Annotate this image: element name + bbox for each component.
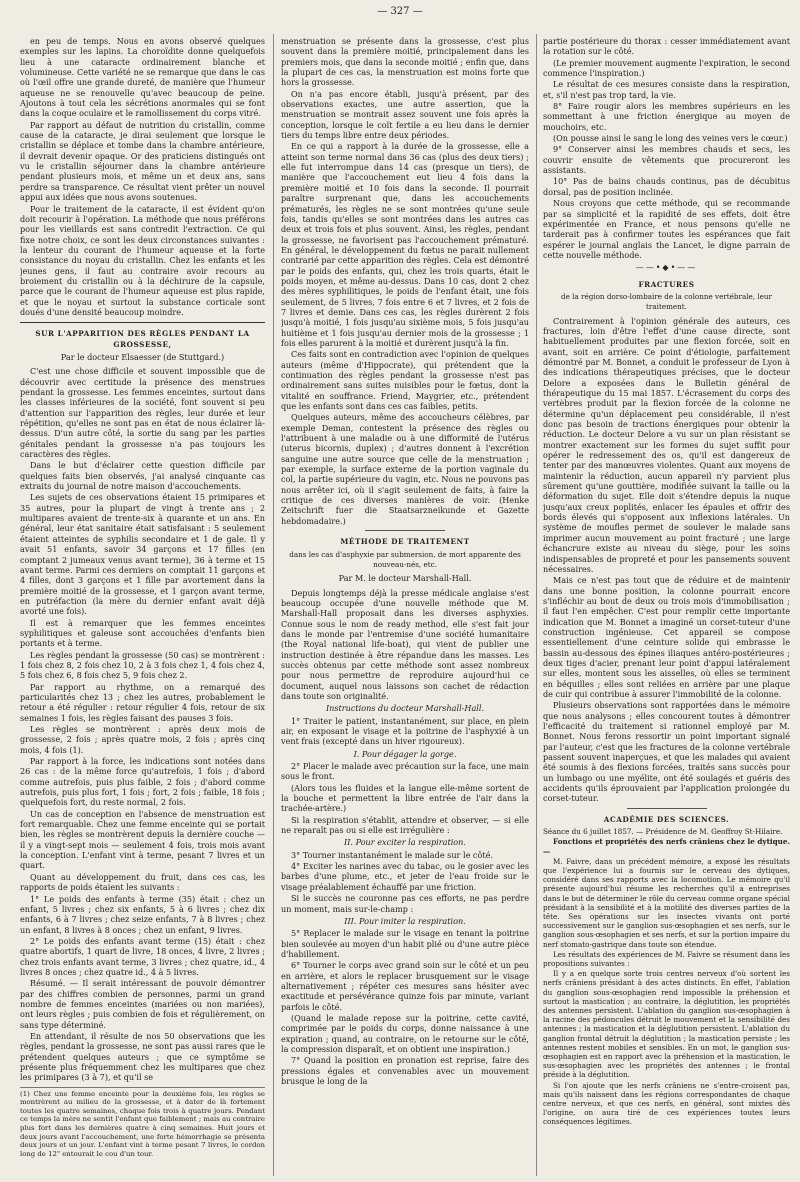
ornament-separator: ——•◆•——	[635, 263, 698, 273]
paragraph: Par rapport au rhythme, on a remarqué des particularités chez 13 ; chez les autres, probablement le retour a été régulier : retour régulier 4 fois, retour de six semaines 1 fois, les règles faisant des pauses 3 fois.	[20, 681, 265, 723]
column-2	[281, 36, 529, 1176]
section-separator	[627, 808, 707, 809]
article-author: Par le docteur Elsaesser (de Stuttgard.)	[60, 351, 225, 362]
paragraph: Depuis longtemps déjà la presse médicale anglaise s'est beaucoup occupée d'une nouvelle méthode que M. Marshall-Hall proposait dans les diverses asphyxies. Connue sous le nom de ready method, elle s'est fait jour dans le monde par l'entremise d'une société humanitaire (the Royal national life-boat), qui vient de publier une instruction destinée à être répandue dans les masses. Les succès obtenus par cette méthode sont assez nombreux pour nous permettre de reproduire aujourd'hui ce document, auquel nous laissons son cachet de rédaction dans toute son originalité.	[281, 587, 529, 701]
column-1	[20, 36, 265, 1176]
footnote: (1) Chez une femme enceinte pour la deuxième fois, les règles se montrèrent au milieu de la grossesse, et à dater de là fortement toutes les quatre semaines, chaque fois trois à quatre jours. Pendant ce temps la mère ne sentit l'enfant que faiblement ; mais au contraire plus fort dans les dernières quatre à cinq semaines. Huit jours et deux jours avant l'accouchement, une forte hémorrhagie se présenta deux jours et un jour. L'enfant vint à terme pesant 7 livres, le cordon long de 12" entourait le cou d'un tour.	[20, 1087, 265, 1159]
column-rule-2	[536, 34, 537, 1176]
article-title: FRACTURES	[638, 279, 695, 289]
paragraph: menstruation se présente dans la grossesse, c'est plus souvent dans la première moitié, principalement dans les premiers mois, que dans la seconde moitié ; enfin que, dans la plupart de ces cas, la menstruation est moins forte que hors la grossesse.	[281, 36, 529, 88]
column-3	[543, 36, 790, 1176]
paragraph: Quant au développement du fruit, dans ces cas, les rapports de poids étaient les suivants :	[20, 871, 265, 893]
paragraph: On n'a pas encore établi, jusqu'à présent, par des observations exactes, une autre assertion, que la menstruation se montrait assez souvent une fois après la conception, lorsque le coït fertile a eu lieu dans le dernier tiers du temps libre entre deux périodes.	[281, 88, 529, 141]
paragraph: (On pousse ainsi le sang le long des veines vers le cœur.)	[553, 133, 788, 144]
paragraph: Il est à remarquer que les femmes enceintes syphilitiques et galeuse sont accouchées d'enfants bien portants et à terme.	[20, 617, 265, 649]
paragraph: Les résultats des expériences de M. Faivre se résument dans les propositions suivantes :	[543, 949, 790, 968]
paragraph: (Alors tous les fluides et la langue elle-même sortent de la bouche et permettent la libre entrée de l'air dans la trachée-artère.)	[281, 782, 529, 814]
paragraph: Pour le traitement de la cataracte, il est évident qu'on doit recourir à l'opération. La méthode que nous préférons pour les vieillards est sans contredit l'extraction. Ce qui fixe notre choix, ce sont les deux circonstances suivantes : la lenteur du courant de l'humeur aqueuse et la forte consistance du noyau du cristallin. Chez les enfants et les jeunes gens, il faut au contraire avoir recours au broiement du cristallin ou à la déchirure de la capsule, parce que le courant de l'humeur aqueuse est plus rapide, et que le noyau et surtout la substance corticale sont doués d'une densité beaucoup moindre.	[20, 203, 265, 317]
section-subtitle: Instructions du docteur Marshall-Hall.	[325, 703, 485, 714]
paragraph: Si l'on ajoute que les nerfs crâniens ne s'entre-croisent pas, mais qu'ils naissent dans les régions correspondantes de chaque centre nerveux, et que ces nerfs, en général, sont mixtes dès l'origine, on aura tiré de ces expériences toutes leurs conséquences légitimes.	[543, 1080, 790, 1127]
paragraph: Contrairement à l'opinion générale des auteurs, ces fractures, loin d'être l'effet d'une cause directe, sont habituellement produites par une flexion forcée, soit en avant, soit en arrière. Ce point d'étiologie, parfaitement démontré par M. Bonnet, a conduit le professeur de Lyon à des indications thérapeutiques précises, que le docteur Delore a exposées dans le Bulletin général de thérapeutique du 15 mai 1857. L'écrasement du corps des vertèbres produit par la flexion forcée de la colonne ne détermine qu'un déplacement peu considérable, il n'est donc pas besoin de tractions énergiques pour obtenir la réduction. Le docteur Delore a vu sur un plan résistant se montrer exactement sur les formes du sujet suffit pour opérer le redressement des os, qu'il est dangereux de tenter par des manœuvres violentes. Quant aux moyens de maintenir la réduction, aucun appareil n'y parvient plus sûrement qu'une gouttière, modifiée suivant la taille ou la déformation du sujet. Elle doit s'étendre depuis la nuque jusqu'aux creux poplités, enlacer les épaules et offrir des bords élevés qui s'opposent aux inflexions latérales. Un système de moufles permet de soulever le malade sans imprimer aucun mouvement au point fracturé ; une large échancrure existe au niveau du siège, pour les soins indispensables de propreté et pour les pansements souvent nécessaires.	[543, 315, 790, 574]
paragraph: En ce qui a rapport à la durée de la grossesse, elle a atteint son terme normal dans 36 cas (plus des deux tiers) ; elle fut interrompue dans 14 cas (presque un tiers), de manière que l'accouchement eut lieu 4 fois dans la première moitié et 10 fois dans la seconde. Il pourrait paraître surprenant que, dans les accouchements prématurés, les règles ne se sont montrées qu'une seule fois, tandis qu'elles se sont montrées dans les autres cas deux et trois fois et plus souvent. Ainsi, les règles, pendant la grossesse, ne favorisent pas l'accouchement prématuré. En général, le développement du fœtus ne parait nullement contrarié par cette apparition des règles. Cela est démontré par le poids des enfants, qui, chez les trois quarts, était le poids moyen, et même au-dessus. Dans 10 cas, dont 2 chez des mères syphilitiques, le poids de l'enfant était, une fois seulement, de 5 livres, 7 fois entre 6 et 7 livres, et 2 fois de 7 livres et demie. Dans ces cas, les règles durèrent 2 fois jusqu'à moitié, 1 fois jusqu'au sixième mois, 5 fois jusqu'au huitième et 1 fois jusqu'au dernier mois de la grossesse ; 1 fois elles parurent à la moitié et durèrent jusqu'à la fin.	[281, 141, 529, 348]
paragraph: Ces faits sont en contradiction avec l'opinion de quelques auteurs (même d'Hippocrate), qui prétendent que la continuation des règles pendant la grossesse n'est pas ordinairement sans suites nuisibles pour le fœtus, dont la vitalité en souffrance. Friend, Maygrier, etc., prétendent que les enfants sont dans ces cas faibles, petits.	[281, 349, 529, 412]
paragraph: M. Faivre, dans un précédent mémoire, a exposé les résultats que l'expérience lui a fournis sur le cerveau des dytiques, considéré dans ses rapports avec la locomotion. Le mémoire qu'il présente aujourd'hui résume les recherches qu'il a entreprises dans le but de déterminer le rôle du cerveau comme organe spécial présidant à la sensibilité et à la motilité des diverses parties de la tête. Ses opérations sur les insectes vivants ont porté successivement sur le ganglion sus-œsophagien et ses nerfs, sur le ganglion sous-œsophagien et ses nerfs, et sur la portion impaire du nerf stomato-gastrique dans toute son étendue.	[543, 856, 790, 949]
paragraph: Mais ce n'est pas tout que de réduire et de maintenir dans une bonne position, la colonne pourrait encore s'infléchir au bout de deux ou trois mois d'immobilisation ; il faut l'en empêcher. C'est pour remplir cette importante indication que M. Bonnet a imaginé un corset-tuteur d'une construction ingénieuse. Cet appareil se compose essentiellement d'une ceinture solide qui embrasse le bassin au-dessous des épines iliaques antéro-postérieures ; deux tiges d'acier, prenant leur point d'appui latéralement sur elles, montent sous les aisselles, où elles se terminent en béquilles ; elles sont reliées en arrière par une plaque de cuir qui contribue à assurer l'immobilité de la colonne.	[543, 575, 790, 699]
paragraph: En attendant, il résulte de nos 50 observations que les règles, pendant la grossesse, ne sont pas aussi rares que le prétendent quelques auteurs ; que ce symptôme se présente plus fréquemment chez les multipares que chez les primipares (3 à 7), et qu'il se	[20, 1030, 265, 1083]
paragraph: (Quand le malade repose sur la poitrine, cette cavité, comprimée par le poids du corps, donne naissance à une expiration ; quand, au contraire, on le retourne sur le côté, la compression disparaît, et on obtient une inspiration.)	[281, 1012, 529, 1054]
article-subtitle: de la région dorso-lombaire de la colonne vertébrale, leur traitement.	[561, 291, 772, 312]
article-title: MÉTHODE DE TRAITEMENT	[340, 537, 470, 547]
step-heading: II. Pour exciter la respiration.	[344, 837, 466, 848]
paragraph: Les sujets de ces observations étaient 15 primipares et 35 autres, pour la plupart de vingt à trente ans ; 2 multipares avaient de trente-six à quarante et un ans. En général, leur état sanitaire était satisfaisant : 5 seulement étaient atteintes de syphilis secondaire et 1 de gale. Il y avait 51 enfants, savoir 34 garçons et 17 filles (en comptant 2 jumeaux venus avant terme), 36 à terme et 15 avant terme. Parmi ces derniers on comptait 11 garçons et 4 filles, dont 3 garçons et 1 fille par avortement dans la première moitié de la grossesse, et 1 garçon avant terme, en putréfaction (la mère du dernier enfant avait déjà avorté une fois).	[20, 492, 265, 617]
article-title: SUR L'APPARITION DES RÈGLES PENDANT LA GROSSESSE,	[35, 329, 250, 349]
step-heading: III. Pour imiter la respiration.	[344, 915, 466, 926]
paragraph: 8° Faire rougir alors les membres supérieurs en les sommettant à une friction énergique au moyen de mouchoirs, etc.	[543, 101, 790, 132]
column-rule-1	[273, 34, 274, 1176]
paragraph: Par rapport au défaut de nutrition du cristallin, comme cause de la cataracte, je dirai seulement que lorsque le cristallin se déplace et tombe dans la chambre antérieure, il devrait devenir opaque. Or des praticiens distingués ont vu le cristallin séjourner dans la chambre antérieure pendant plusieurs mois, et même un et deux ans, sans perdre sa transparence. Ce résultat vient prêter un nouvel appui aux idées que nous avons soutenues.	[20, 119, 265, 203]
paragraph: 2° Le poids des enfants avant terme (15) était : chez quatre abortifs, 1 quart de livre, 18 onces, 4 livre, 2 livres ; chez trois enfants avant terme, 3 livres ; chez quatre, id., 4 livres 8 onces ; chez quatre id., 4 à 5 livres.	[20, 935, 265, 977]
paragraph: Les règles pendant la grossesse (50 cas) se montrèrent : 1 fois chez 8, 2 fois chez 10, 2 à 3 fois chez 1, 4 fois chez 4, 5 fois chez 6, 8 fois chez 5, 9 fois chez 2.	[20, 649, 265, 681]
article-author: Par M. le docteur Marshall-Hall.	[338, 573, 472, 584]
paragraph: Les règles se montrèrent : après deux mois de grossesse, 2 fois ; après quatre mois, 2 fois ; après cinq mois, 4 fois (1).	[20, 724, 265, 755]
paragraph: Le résultat de ces mesures consiste dans la respiration, et, s'il n'est pas trop tard, la vie.	[543, 79, 790, 100]
session-line: Séance du 6 juillet 1857. — Présidence de M. Geoffroy St-Hilaire.	[543, 827, 783, 837]
paragraph: 5° Replacer le malade sur le visage en tenant la poitrine bien soulevée au moyen d'un habit plié ou d'une autre pièce d'habillement.	[281, 928, 529, 959]
paragraph: C'est une chose difficile et souvent impossible que de découvrir avec certitude la présence des menstrues pendant la grossesse. Les femmes enceintes, surtout dans les classes inférieures de la société, font souvent si peu d'attention sur l'apparition des règles, leur durée et leur répétition, qu'elles ne sont pas en état de nous éclairer là-dessus. D'un autre côté, la sortie du sang par les parties génitales pendant la grossesse n'a pas toujours les caractères des règles.	[20, 366, 265, 460]
paragraph: Résumé. — Il serait intéressant de pouvoir démontrer par des chiffres combien de personnes, parmi un grand nombre de femmes enceintes (mariées ou non mariées), ont leurs règles ; puis combien de fois et régulièrement, on sans type déterminé.	[20, 978, 265, 1030]
paragraph: 6° Tourner le corps avec grand soin sur le côté et un peu en arrière, et alors le replacer brusquement sur le visage alternativement ; répéter ces mesures sans hésiter avec exactitude et persévérance quinze fois par minute, variant parfois le côté.	[281, 960, 529, 1012]
paragraph: Par rapport à la force, les indications sont notées dans 26 cas : de la même force qu'autrefois, 1 fois ; d'abord comme autrefois, puis plus faible, 2 fois ; d'abord comme autrefois, puis plus fort, 1 fois ; fort, 2 fois ; faible, 18 fois ; quelquefois fort, du reste normal, 2 fois.	[20, 756, 265, 808]
article-subtitle: dans les cas d'asphyxie par submersion, de mort apparente des nouveau-nés, etc.	[289, 549, 521, 569]
paragraph: Il y a en quelque sorte trois centres nerveux d'où sortent les nerfs crâniens présidant à des actes distincts. En effet, l'ablation du ganglion sous-œsophagien rend impossible la préhension et surtout la mastication ; au contraire, la déglutition, les propriétés des antennes persistent. L'ablation du ganglion sus-œsophagien à la racine des pédoncules détruit le mouvement et la sensibilité des antennes ; la mastication et la déglutition persistent. L'ablation du ganglion frontal détruit la déglutition ; la mastication persiste ; les antennes restent mobiles et sensibles. En un mot, le ganglion sus-œsophagien est en rapport avec la préhension et la mastication, le sus-œsophagien avec les propriétés des antennes ; le frontal préside à la déglutition.	[543, 969, 790, 1080]
section-subtitle: Fonctions et propriétés des nerfs crâniens chez le dytique. —	[543, 837, 790, 856]
article-title: ACADÉMIE DES SCIENCES.	[603, 814, 730, 824]
paragraph: Quelques auteurs, même des accoucheurs célèbres, par exemple Deman, contestent la présence des règles ou l'attribuent à une maladie ou à une difformité de l'utérus (uterus bicornis, duplex) ; d'autres donnent à l'excrétion sanguine une autre source que celle de la menstruation ; par exemple, la surface externe de la portion vaginale du col, la partie supérieure du vagin, etc. Nous ne pouvons pas nous arrêter ici, où il s'agit seulement de faits, à faire la critique de ces diverses manières de voir. (Henke Zeitschrift fuer die Staatsarzneikunde et Gazette hebdomadaire.)	[281, 412, 529, 526]
paragraph: Nous croyons que cette méthode, qui se recommande par sa simplicité et la rapidité de ses effets, doit être expérimentée en France, et nous pensons qu'elle ne tarderait pas à confirmer toutes les espérances que fait espérer le journal anglais the Lancet, le digne parrain de cette nouvelle méthode.	[543, 198, 790, 260]
paragraph: en peu de temps. Nous en avons observé quelques exemples sur les lapins. La choroïdite donne quelquefois lieu à une cataracte ordinairement blanche et volumineuse. Cette variété ne se remarque que dans le cas où l'œil offre une grande dureté, de manière que l'humeur aqueuse ne se renouvelle qu'avec beaucoup de peine. Ajoutons à tout cela les sécrétions anormales qui se font dans la coque oculaire et le ramollissement du corps vitré.	[20, 36, 265, 119]
paragraph: 2° Placer le malade avec précaution sur la face, une main sous le front.	[281, 761, 529, 782]
paragraph: partie postérieure du thorax : cesser immédiatement avant la rotation sur le côté.	[543, 36, 790, 57]
page-number: — 327 —	[377, 6, 423, 17]
section-separator	[365, 530, 445, 531]
paragraph: 3° Tourner instantanément le malade sur le côté.	[291, 849, 493, 860]
paragraph: Un cas de conception en l'absence de menstruation est fort remarquable. Chez une femme enceinte qui se portait bien, les règles se montrèrent depuis la dernière couche — il y a vingt-sept mois — seulement 4 fois, trois mois avant la conception. L'enfant vint à terme, pesant 7 livres et un quart.	[20, 808, 265, 871]
paragraph: 1° Traiter le patient, instantanément, sur place, en plein air, en exposant le visage et la poitrine de l'asphyxié à un vent frais (excepté dans un hiver rigoureux).	[281, 715, 529, 747]
paragraph: (Le premier mouvement augmente l'expiration, le second commence l'inspiration.)	[543, 57, 790, 79]
paragraph: 4° Exciter les narines avec du tabac, ou le gosier avec les barbes d'une plume, etc., et jeter de l'eau froide sur le visage préalablement échauffé par une friction.	[281, 861, 529, 892]
paragraph: 1° Le poids des enfants à terme (35) était : chez un enfant, 5 livres ; chez six enfants, 5 à 6 livres ; chez dix enfants, 6 à 7 livres ; chez seize enfants, 7 à 8 livres ; chez un enfant, 8 livres à 8 onces ; chez un enfant, 9 livres.	[20, 893, 265, 935]
step-heading: I. Pour dégager la gorge.	[353, 748, 457, 759]
paragraph: Dans le but d'éclairer cette question difficile par quelques faits bien observés, j'ai analysé cinquante cas extraits du journal de notre maison d'accouchements.	[20, 460, 265, 492]
paragraph: Si le succès ne couronne pas ces efforts, ne pas perdre un moment, mais sur-le-champ :	[281, 893, 529, 914]
paragraph: 7° Quand la position en pronation est reprise, faire des pressions égales et convenables avec un mouvement brusque le long de la	[281, 1055, 529, 1086]
paragraph: 10° Pas de bains chauds continus, pas de décubitus dorsal, pas de position inclinée.	[543, 176, 790, 197]
paragraph: 9° Conserver ainsi les membres chauds et secs, les couvrir ensuite de vêtements que procureront les assistants.	[543, 144, 790, 176]
paragraph: Plusieurs observations sont rapportées dans le mémoire que nous analysons ; elles concourent toutes à démontrer l'efficacité du traitement si rationnel employé par M. Bonnet. Nous ferons ressortir un point important signalé par l'auteur, c'est que les fractures de la colonne vertébrale passent souvent inaperçues, et que les malades qui avaient été soumis à des flexions forcées, traités sans succès pour un lumbago ou une myélite, ont été soulagés et guéris des accidents qu'ils éprouvaient par l'application prolongée du corset-tuteur.	[543, 700, 790, 804]
paragraph: Si la respiration s'établit, attendre et observer, — si elle ne reparaît pas ou si elle est irrégulière :	[281, 814, 529, 836]
section-rule	[20, 322, 265, 323]
